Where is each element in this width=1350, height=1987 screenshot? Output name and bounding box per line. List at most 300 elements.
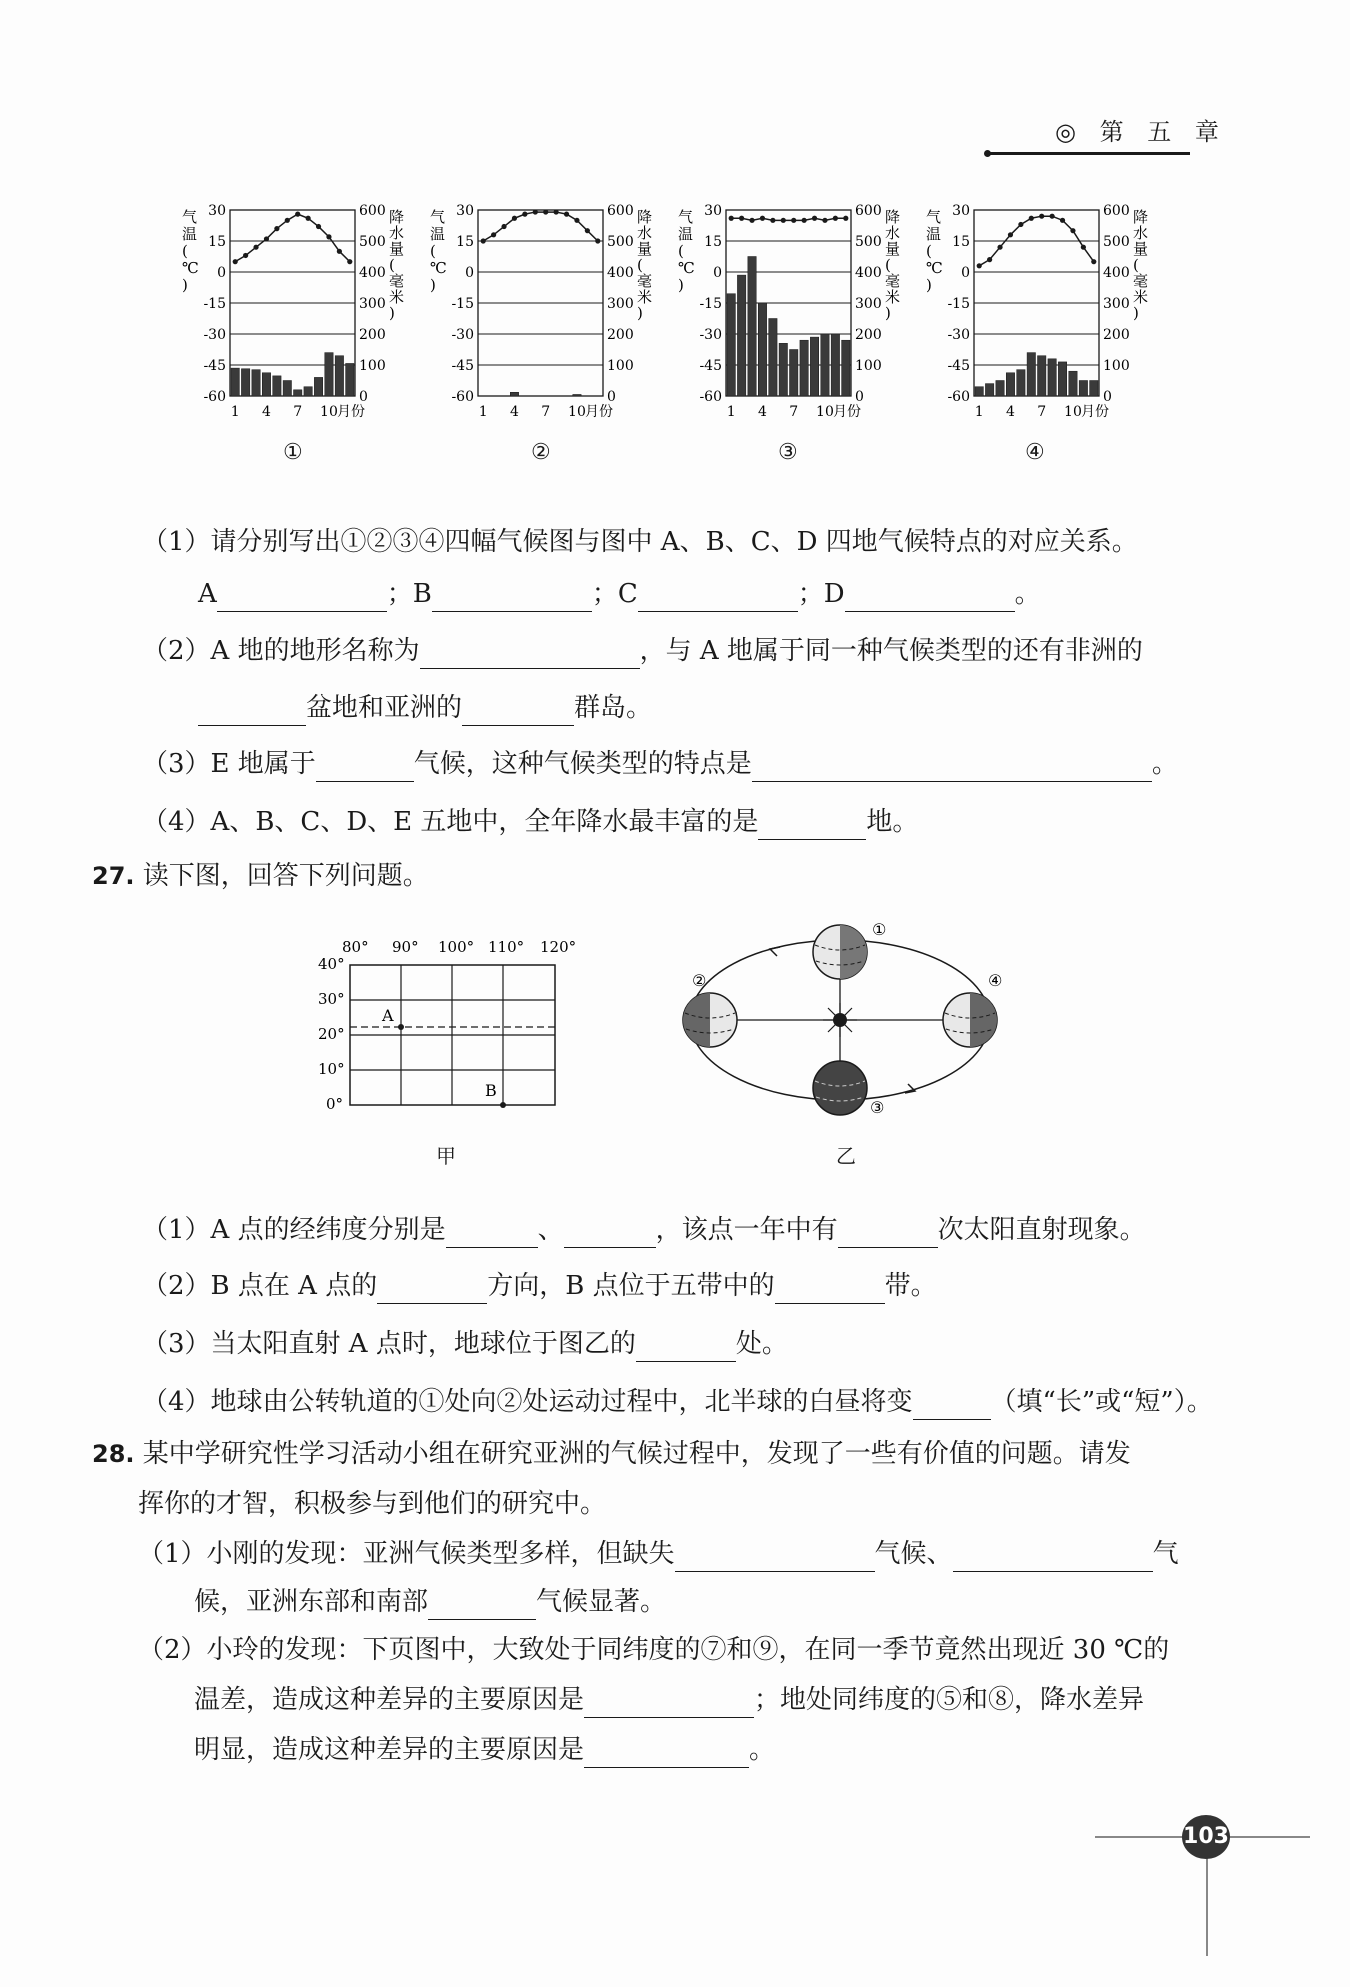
precip-axis-title-char: 降 (389, 208, 405, 226)
temperature-point (295, 212, 300, 217)
figure-yi-caption: 乙 (836, 1144, 856, 1168)
precip-bar (1038, 356, 1046, 396)
lat-label-30: 30° (318, 990, 345, 1008)
precip-tick-label: 0 (607, 389, 616, 405)
temperature-point (554, 209, 559, 214)
precip-bar (510, 392, 518, 396)
sun-icon (823, 1003, 857, 1037)
precip-tick-label: 600 (1103, 203, 1130, 219)
temperature-point (1050, 214, 1055, 219)
q26-p2-a: （2）A 地的地形名称为 (142, 636, 420, 666)
temp-tick-label: 30 (208, 203, 226, 219)
temp-tick-label: -30 (699, 327, 722, 343)
month-axis-unit: 月份 (833, 404, 861, 420)
q28-part2 (138, 1632, 1169, 1668)
chapter-header: ◎ 第 五 章 (1055, 118, 1227, 146)
precip-bar (231, 368, 239, 396)
q28-stem-line1 (92, 1436, 1131, 1472)
q26-part3 (142, 746, 1178, 782)
precip-bar (810, 337, 818, 396)
temperature-point (522, 212, 527, 217)
temperature-point (316, 224, 321, 229)
precip-tick-label: 300 (607, 296, 634, 312)
precip-bar (1006, 373, 1014, 396)
precip-bar (727, 294, 735, 396)
precip-axis-title-char: 水 (885, 224, 901, 242)
precip-bar (252, 370, 260, 396)
earth-position-2-icon (683, 993, 737, 1047)
temperature-point (1091, 259, 1096, 264)
temperature-point (285, 218, 290, 223)
temp-tick-label: -30 (203, 327, 226, 343)
precip-axis-title-char: ( (885, 256, 891, 274)
temp-axis-title-char: 温 (430, 225, 446, 243)
q27-blank-lon[interactable] (446, 1219, 538, 1248)
precip-axis-title-char: 量 (885, 240, 901, 258)
temperature-point (491, 232, 496, 237)
temp-tick-label: 15 (952, 234, 970, 250)
temp-axis-title-char: ) (430, 276, 436, 294)
q26-blank-landform[interactable] (420, 640, 640, 669)
temperature-point (781, 218, 786, 223)
precip-tick-label: 600 (359, 203, 386, 219)
figure-yi-orbit (670, 905, 1030, 1120)
q26-p3-a: （3）E 地属于 (142, 749, 316, 779)
chapter-rule (990, 152, 1190, 155)
month-axis-unit: 月份 (337, 404, 365, 420)
q27-part3 (142, 1326, 788, 1362)
point-b-label: B (485, 1081, 497, 1100)
temp-tick-label: -60 (203, 389, 226, 405)
q28-part1 (138, 1536, 1179, 1572)
q28-part2-cont2 (194, 1732, 775, 1768)
lat-label-40: 40° (318, 955, 345, 973)
orbit-label-4: ④ (988, 971, 1003, 990)
temp-tick-label: -60 (699, 389, 722, 405)
chart-caption-2: ② (531, 440, 551, 465)
temperature-point (977, 263, 982, 268)
month-axis-unit: 月份 (585, 404, 613, 420)
q26-blank-wettest[interactable] (758, 811, 866, 840)
temp-axis-title-char: 气 (678, 208, 694, 226)
q27-p2-a: （2）B 点在 A 点的 (142, 1271, 378, 1301)
lat-label-10: 10° (318, 1060, 345, 1078)
precip-bar (1017, 370, 1025, 396)
precip-axis-title-char: 水 (389, 224, 405, 242)
q27-p2-b: 方向，B 点位于五带中的 (487, 1271, 775, 1301)
temperature-point (1018, 222, 1023, 227)
temperature-point (243, 253, 248, 258)
temp-tick-label: 30 (456, 203, 474, 219)
precip-tick-label: 600 (855, 203, 882, 219)
month-tick-label: 4 (261, 404, 271, 420)
precip-tick-label: 600 (607, 203, 634, 219)
precip-axis-title-char: ) (389, 304, 395, 322)
climate-charts (170, 190, 1170, 450)
month-axis-unit: 月份 (1081, 404, 1109, 420)
temperature-point (543, 209, 548, 214)
precip-tick-label: 300 (1103, 296, 1130, 312)
q26-p4-b: 地。 (866, 807, 919, 837)
precip-tick-label: 500 (1103, 234, 1130, 250)
q28-blank-reason2[interactable] (584, 1739, 749, 1768)
q27-blank-lat[interactable] (564, 1219, 656, 1248)
q28-blank-reason1[interactable] (584, 1689, 754, 1718)
q27-number: 27. (92, 862, 135, 890)
q28-p2-b: 温差，造成这种差异的主要原因是 (194, 1685, 585, 1715)
q27-blank-zone[interactable] (775, 1275, 885, 1304)
temp-tick-label: -15 (947, 296, 970, 312)
temperature-point (770, 218, 775, 223)
precip-tick-label: 200 (1103, 327, 1130, 343)
q26-p2-c: 盆地和亚洲的 (306, 693, 463, 723)
q26-label-d: ；D (797, 579, 845, 609)
precip-bar (273, 376, 281, 396)
month-tick-label: 4 (509, 404, 519, 420)
temperature-point (1060, 218, 1065, 223)
precip-axis-title-char: 量 (389, 240, 405, 258)
precip-bar (996, 381, 1004, 397)
precip-tick-label: 0 (1103, 389, 1112, 405)
precip-bar (283, 381, 291, 397)
q26-p4-a: （4）A、B、C、D、E 五地中，全年降水最丰富的是 (142, 807, 759, 837)
precip-axis-title-char: ( (389, 256, 395, 274)
q27-stem-line (92, 858, 429, 894)
precip-tick-label: 200 (607, 327, 634, 343)
precip-tick-label: 300 (855, 296, 882, 312)
temperature-point (274, 226, 279, 231)
precip-axis-title-char: 毫 (1133, 272, 1149, 290)
month-tick-label: 10 (568, 404, 586, 420)
q26-p2-d: 群岛。 (574, 693, 653, 723)
temp-tick-label: 30 (952, 203, 970, 219)
month-tick-label: 4 (757, 404, 767, 420)
precip-bar (737, 275, 745, 396)
point-a-marker (398, 1024, 404, 1030)
q28-p1-b: 气候、 (874, 1539, 953, 1569)
precip-axis-title-char: 米 (637, 288, 653, 306)
temp-axis-title-char: ℃ (678, 259, 695, 277)
precip-tick-label: 500 (607, 234, 634, 250)
precip-tick-label: 0 (359, 389, 368, 405)
precip-axis-title-char: 水 (1133, 224, 1149, 242)
temp-tick-label: -15 (699, 296, 722, 312)
temperature-point (760, 216, 765, 221)
temp-axis-title-char: ( (430, 242, 436, 260)
temp-axis-title-char: 温 (926, 225, 942, 243)
month-tick-label: 7 (789, 404, 799, 420)
temperature-point (812, 216, 817, 221)
chart-caption-1: ① (283, 440, 303, 465)
q27-blank-direction[interactable] (377, 1275, 487, 1304)
temp-axis-title-char: ℃ (926, 259, 943, 277)
temperature-line (235, 214, 350, 262)
month-tick-label: 1 (974, 404, 984, 420)
point-a-label: A (382, 1006, 394, 1025)
q27-p4-a: （4）地球由公转轨道的①处向②处运动过程中，北半球的白昼将变 (142, 1387, 913, 1417)
temperature-point (791, 218, 796, 223)
month-tick-label: 10 (1064, 404, 1082, 420)
temperature-point (739, 216, 744, 221)
orbit-label-3: ③ (870, 1098, 885, 1117)
temperature-line (731, 218, 846, 220)
precip-bar (748, 257, 756, 397)
precip-tick-label: 100 (855, 358, 882, 374)
temperature-point (822, 218, 827, 223)
precip-bar (335, 356, 343, 396)
precip-bar (842, 340, 850, 396)
temp-axis-title-char: ( (182, 242, 188, 260)
q28-number: 28. (92, 1440, 135, 1468)
temperature-point (501, 224, 506, 229)
temperature-point (347, 259, 352, 264)
precip-bar (262, 373, 270, 396)
precip-tick-label: 100 (607, 358, 634, 374)
temp-tick-label: 0 (465, 265, 474, 281)
precip-tick-label: 300 (359, 296, 386, 312)
precip-axis-title-char: 米 (389, 288, 405, 306)
precip-bar (769, 319, 777, 397)
precip-axis-title-char: 降 (885, 208, 901, 226)
temp-tick-label: -30 (451, 327, 474, 343)
temp-tick-label: -60 (947, 389, 970, 405)
q26-part2 (142, 633, 1143, 669)
q28-p1-c: 气 (1152, 1539, 1179, 1569)
temperature-point (253, 245, 258, 250)
q28-p2-c: ；地处同纬度的⑤和⑧，降水差异 (754, 1685, 1145, 1715)
temp-axis-title-char: 温 (182, 225, 198, 243)
q26-part1-answers (198, 576, 1041, 612)
temp-axis-title-char: 气 (430, 208, 446, 226)
q28-part2-cont1 (194, 1682, 1144, 1718)
q27-stem: 读下图，回答下列问题。 (142, 861, 429, 891)
q26-blank-climate[interactable] (316, 753, 414, 782)
temperature-point (306, 216, 311, 221)
temperature-point (337, 249, 342, 254)
temp-axis-title-char: ) (926, 276, 932, 294)
month-tick-label: 10 (816, 404, 834, 420)
precip-axis-title-char: 水 (637, 224, 653, 242)
page-number: 103 (1182, 1815, 1230, 1859)
q28-p2-a: （2）小玲的发现：下页图中，大致处于同纬度的⑦和⑨，在同一季节竟然出现近 30 ℃的 (138, 1635, 1170, 1665)
lon-label-110: 110° (488, 938, 525, 956)
orbit-label-2: ② (692, 971, 707, 990)
temperature-point (585, 228, 590, 233)
q27-blank-times[interactable] (838, 1219, 938, 1248)
q27-part4 (142, 1384, 1213, 1420)
q26-p1-text: （1）请分别写出①②③④四幅气候图与图中 A、B、C、D 四地气候特点的对应关系。 (142, 527, 1138, 557)
temp-axis-title-char: ) (678, 276, 684, 294)
temp-axis-title-char: ( (926, 242, 932, 260)
q26-blank-basin[interactable] (198, 697, 306, 726)
precip-bar (325, 353, 333, 396)
month-tick-label: 7 (1037, 404, 1047, 420)
temp-tick-label: -15 (451, 296, 474, 312)
temp-tick-label: 30 (704, 203, 722, 219)
lon-label-90: 90° (392, 938, 419, 956)
q26-part4 (142, 804, 918, 840)
precip-tick-label: 400 (1103, 265, 1130, 281)
precip-bar (758, 303, 766, 396)
q26-blank-feature[interactable] (752, 753, 1152, 782)
precip-bar (573, 394, 581, 396)
q26-blank-d[interactable] (845, 583, 1015, 612)
lat-label-20: 20° (318, 1025, 345, 1043)
temp-axis-title-char: ℃ (430, 259, 447, 277)
precip-tick-label: 200 (359, 327, 386, 343)
temperature-point (1081, 245, 1086, 250)
precip-axis-title-char: 毫 (637, 272, 653, 290)
earth-position-3-icon (813, 1061, 867, 1115)
temperature-point (997, 245, 1002, 250)
q26-blank-a[interactable] (217, 583, 387, 612)
precip-tick-label: 200 (855, 327, 882, 343)
precip-axis-title-char: ) (637, 304, 643, 322)
temperature-point (1008, 232, 1013, 237)
precip-tick-label: 100 (359, 358, 386, 374)
precip-axis-title-char: 米 (1133, 288, 1149, 306)
q26-part1 (142, 524, 1138, 560)
precip-axis-title-char: ( (637, 256, 643, 274)
figure-jia-grid (310, 930, 600, 1130)
precip-bar (779, 343, 787, 396)
q27-p1-d: 次太阳直射现象。 (937, 1215, 1146, 1245)
temperature-point (595, 238, 600, 243)
q26-p3-c: 。 (1151, 749, 1178, 779)
precip-axis-title-char: 毫 (885, 272, 901, 290)
temp-tick-label: -30 (947, 327, 970, 343)
temperature-point (512, 216, 517, 221)
precip-tick-label: 400 (607, 265, 634, 281)
q27-p1-c: ，该点一年中有 (655, 1215, 838, 1245)
temp-tick-label: 15 (456, 234, 474, 250)
temperature-point (729, 216, 734, 221)
q27-p4-b: （填“长”或“短”）。 (990, 1387, 1213, 1417)
q27-blank-position[interactable] (636, 1333, 736, 1362)
q26-blank-c[interactable] (638, 583, 798, 612)
temperature-point (481, 238, 486, 243)
q28-part1-cont (194, 1584, 666, 1620)
month-tick-label: 1 (230, 404, 240, 420)
precip-bar (800, 340, 808, 396)
q26-label-a: A (198, 579, 217, 609)
temperature-point (564, 212, 569, 217)
precip-bar (831, 334, 839, 396)
q27-part2 (142, 1268, 937, 1304)
q26-blank-islands[interactable] (462, 697, 574, 726)
temperature-line (483, 212, 598, 241)
precip-tick-label: 500 (855, 234, 882, 250)
q27-part1 (142, 1212, 1146, 1248)
q27-p1-a: （1）A 点的经纬度分别是 (142, 1215, 446, 1245)
precip-bar (1069, 371, 1077, 396)
precip-axis-title-char: ( (1133, 256, 1139, 274)
temp-tick-label: 0 (713, 265, 722, 281)
lat-label-0: 0° (326, 1095, 344, 1113)
temperature-point (326, 234, 331, 239)
temperature-point (802, 218, 807, 223)
q27-p1-b: 、 (537, 1215, 564, 1245)
precip-bar (985, 384, 993, 396)
temp-tick-label: -45 (203, 358, 226, 374)
chart-caption-4: ④ (1025, 440, 1045, 465)
temperature-point (749, 218, 754, 223)
point-b-marker (500, 1102, 506, 1108)
q27-blank-daylength[interactable] (913, 1391, 991, 1420)
month-tick-label: 7 (541, 404, 551, 420)
figure-jia-caption: 甲 (436, 1144, 456, 1168)
temp-tick-label: 15 (704, 234, 722, 250)
q26-p3-b: 气候，这种气候类型的特点是 (413, 749, 752, 779)
precip-bar (1027, 353, 1035, 396)
q26-blank-b[interactable] (432, 583, 592, 612)
temp-tick-label: -45 (451, 358, 474, 374)
month-tick-label: 10 (320, 404, 338, 420)
temperature-point (843, 216, 848, 221)
q26-p1-end: 。 (1014, 579, 1041, 609)
q28-blank-missing1[interactable] (675, 1543, 875, 1572)
q28-p1-a: （1）小刚的发现：亚洲气候类型多样，但缺失 (138, 1539, 675, 1569)
temp-tick-label: -45 (947, 358, 970, 374)
q28-blank-east-south[interactable] (428, 1591, 536, 1620)
q28-stem2: 挥你的才智，积极参与到他们的研究中。 (138, 1489, 607, 1519)
month-tick-label: 4 (1005, 404, 1015, 420)
temperature-point (833, 216, 838, 221)
month-tick-label: 1 (726, 404, 736, 420)
temperature-point (1039, 214, 1044, 219)
precip-tick-label: 100 (1103, 358, 1130, 374)
month-tick-label: 1 (478, 404, 488, 420)
q27-p3-b: 处。 (735, 1329, 788, 1359)
temp-axis-title-char: 气 (182, 208, 198, 226)
q26-p2-b: ，与 A 地属于同一种气候类型的还有非洲的 (639, 636, 1143, 666)
precip-tick-label: 0 (855, 389, 864, 405)
q28-p1-d: 候，亚洲东部和南部 (194, 1587, 429, 1617)
precip-axis-title-char: 毫 (389, 272, 405, 290)
temp-tick-label: -60 (451, 389, 474, 405)
precip-bar (1079, 381, 1087, 397)
month-tick-label: 7 (293, 404, 303, 420)
precip-axis-title-char: ) (885, 304, 891, 322)
temp-axis-title-char: ℃ (182, 259, 199, 277)
earth-position-1-icon (813, 925, 867, 979)
q28-blank-missing2[interactable] (953, 1543, 1153, 1572)
temp-axis-title-char: 温 (678, 225, 694, 243)
precip-bar (1058, 362, 1066, 396)
temp-axis-title-char: ( (678, 242, 684, 260)
orbit-arrow-top (770, 947, 780, 956)
precip-axis-title-char: 降 (1133, 208, 1149, 226)
temp-axis-title-char: ) (182, 276, 188, 294)
q28-p2-e: 。 (749, 1735, 776, 1765)
precip-axis-title-char: 量 (1133, 240, 1149, 258)
precip-axis-title-char: ) (1133, 304, 1139, 322)
lon-label-80: 80° (342, 938, 369, 956)
precip-axis-title-char: 降 (637, 208, 653, 226)
q28-stem-line2 (138, 1486, 606, 1522)
precip-tick-label: 400 (359, 265, 386, 281)
temperature-point (1070, 228, 1075, 233)
temp-tick-label: 15 (208, 234, 226, 250)
temperature-point (987, 257, 992, 262)
temperature-point (233, 259, 238, 264)
precip-bar (1090, 381, 1098, 397)
q26-label-c: ；C (591, 579, 638, 609)
temp-tick-label: 0 (961, 265, 970, 281)
temp-tick-label: -15 (203, 296, 226, 312)
precip-bar (1048, 359, 1056, 396)
precip-bar (346, 363, 354, 396)
